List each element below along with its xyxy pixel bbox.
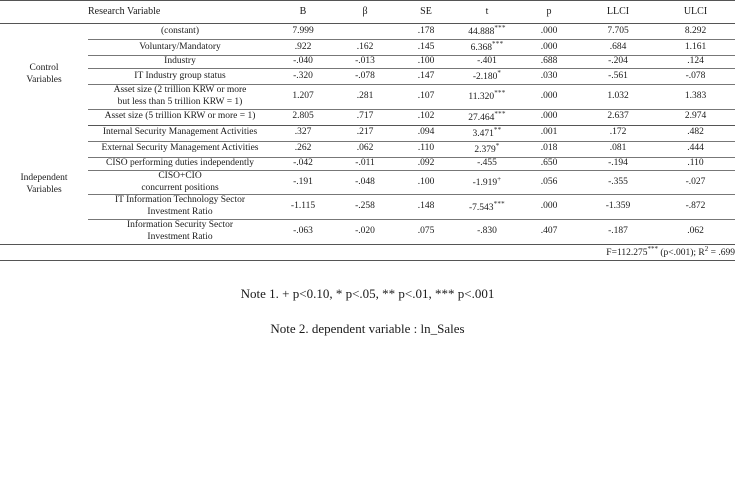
cell-p: .056 bbox=[518, 170, 580, 195]
cell-se: .107 bbox=[396, 84, 456, 109]
cell-p: .000 bbox=[518, 24, 580, 40]
header-group-spacer bbox=[0, 1, 88, 24]
cell-llci: 2.637 bbox=[580, 109, 656, 125]
table-body bbox=[0, 24, 735, 245]
row-group-label-line2: Variables bbox=[26, 74, 62, 85]
table-row bbox=[0, 125, 735, 141]
cell-llci: -.355 bbox=[580, 170, 656, 195]
cell-llci: 1.032 bbox=[580, 84, 656, 109]
table-footer bbox=[0, 244, 735, 260]
variable-name-line1: External Security Management Activities bbox=[101, 143, 259, 154]
cell-se: .110 bbox=[396, 141, 456, 157]
cell-ulci: .062 bbox=[656, 220, 735, 245]
cell-ulci: .482 bbox=[656, 125, 735, 141]
variable-name-line1: Internal Security Management Activities bbox=[102, 127, 258, 138]
table-row bbox=[0, 141, 735, 157]
table-row bbox=[0, 68, 735, 84]
cell-se: .102 bbox=[396, 109, 456, 125]
cell-ulci: .110 bbox=[656, 157, 735, 170]
table-header bbox=[0, 1, 735, 24]
cell-beta: .717 bbox=[334, 109, 396, 125]
row-group-label-line1: Independent bbox=[20, 172, 68, 183]
cell-b: -.063 bbox=[272, 220, 334, 245]
cell-p: .000 bbox=[518, 84, 580, 109]
header-row bbox=[0, 1, 735, 24]
cell-beta: -.020 bbox=[334, 220, 396, 245]
table-row bbox=[0, 24, 735, 40]
cell-ulci: -.027 bbox=[656, 170, 735, 195]
cell-p: .650 bbox=[518, 157, 580, 170]
row-group-label-line2: Variables bbox=[26, 184, 62, 195]
cell-p: .000 bbox=[518, 109, 580, 125]
table-row bbox=[0, 84, 735, 109]
variable-name-line1: CISO+CIO bbox=[158, 170, 202, 181]
variable-name-cell bbox=[88, 125, 272, 141]
variable-name-line1: IT Information Technology Sector bbox=[114, 195, 246, 206]
cell-beta: -.048 bbox=[334, 170, 396, 195]
cell-se: .145 bbox=[396, 40, 456, 56]
cell-p: .000 bbox=[518, 40, 580, 56]
variable-name-line2: Investment Ratio bbox=[147, 207, 213, 218]
significance-marker: * bbox=[495, 141, 500, 150]
significance-marker: *** bbox=[493, 199, 505, 208]
cell-b: 2.805 bbox=[272, 109, 334, 125]
significance-marker: *** bbox=[494, 24, 506, 32]
variable-name-line1: Voluntary/Mandatory bbox=[139, 41, 221, 52]
r-squared-exponent: 2 bbox=[704, 244, 709, 253]
significance-marker: * bbox=[497, 68, 502, 77]
cell-beta: .217 bbox=[334, 125, 396, 141]
variable-name-cell bbox=[88, 195, 272, 220]
cell-ulci: 1.383 bbox=[656, 84, 735, 109]
variable-name-line1: CISO performing duties independently bbox=[105, 157, 254, 168]
table-row bbox=[0, 220, 735, 245]
variable-name-line1: Information Security Sector bbox=[126, 220, 234, 231]
variable-name-cell bbox=[88, 109, 272, 125]
cell-llci: -.204 bbox=[580, 56, 656, 69]
cell-b: 1.207 bbox=[272, 84, 334, 109]
cell-t: 11.320*** bbox=[456, 84, 518, 109]
variable-name-cell bbox=[88, 68, 272, 84]
cell-b: .327 bbox=[272, 125, 334, 141]
cell-b: -.042 bbox=[272, 157, 334, 170]
model-p-text: (p<.001); R bbox=[657, 248, 705, 259]
cell-se: .075 bbox=[396, 220, 456, 245]
cell-p: .001 bbox=[518, 125, 580, 141]
variable-name-line2: Investment Ratio bbox=[147, 232, 213, 243]
r-squared-value: = .699 bbox=[708, 248, 735, 259]
table-row bbox=[0, 40, 735, 56]
header-ulci: ULCI bbox=[656, 1, 735, 24]
cell-beta: .162 bbox=[334, 40, 396, 56]
table-row bbox=[0, 195, 735, 220]
header-research-variable: Research Variable bbox=[88, 1, 272, 24]
variable-name-line1: IT Industry group status bbox=[134, 70, 226, 81]
variable-name-line1: Asset size (5 trillion KRW or more = 1) bbox=[104, 111, 256, 122]
cell-t: 44.888*** bbox=[456, 24, 518, 40]
cell-t: -1.919+ bbox=[456, 170, 518, 195]
significance-marker: *** bbox=[494, 109, 506, 118]
cell-llci: .081 bbox=[580, 141, 656, 157]
variable-name-line2: but less than 5 trillion KRW = 1) bbox=[117, 96, 243, 107]
header-llci: LLCI bbox=[580, 1, 656, 24]
cell-b: .262 bbox=[272, 141, 334, 157]
cell-se: .148 bbox=[396, 195, 456, 220]
f-significance: *** bbox=[647, 244, 658, 253]
cell-beta: -.011 bbox=[334, 157, 396, 170]
cell-t: 3.471** bbox=[456, 125, 518, 141]
header-beta: β bbox=[334, 1, 396, 24]
cell-ulci: 8.292 bbox=[656, 24, 735, 40]
table-row bbox=[0, 170, 735, 195]
cell-llci: 7.705 bbox=[580, 24, 656, 40]
cell-se: .100 bbox=[396, 56, 456, 69]
note-significance-levels: Note 1. + p<0.10, * p<.05, ** p<.01, *** p<.001 bbox=[240, 285, 495, 301]
cell-ulci: -.078 bbox=[656, 68, 735, 84]
cell-b: -1.115 bbox=[272, 195, 334, 220]
cell-p: .407 bbox=[518, 220, 580, 245]
cell-se: .092 bbox=[396, 157, 456, 170]
variable-name-cell bbox=[88, 24, 272, 40]
variable-name-cell bbox=[88, 40, 272, 56]
cell-t: -7.543*** bbox=[456, 195, 518, 220]
cell-llci: -.561 bbox=[580, 68, 656, 84]
cell-p: .030 bbox=[518, 68, 580, 84]
variable-name-cell bbox=[88, 141, 272, 157]
variable-name-line1: Industry bbox=[164, 56, 196, 67]
cell-b: -.040 bbox=[272, 56, 334, 69]
cell-ulci: 1.161 bbox=[656, 40, 735, 56]
header-p: p bbox=[518, 1, 580, 24]
cell-ulci: 2.974 bbox=[656, 109, 735, 125]
cell-t: 2.379* bbox=[456, 141, 518, 157]
row-group-label bbox=[0, 24, 88, 126]
header-t: t bbox=[456, 1, 518, 24]
variable-name-line1: (constant) bbox=[161, 25, 199, 36]
cell-llci: .172 bbox=[580, 125, 656, 141]
significance-marker: + bbox=[497, 175, 502, 184]
cell-se: .178 bbox=[396, 24, 456, 40]
note-dependent-variable: Note 2. dependent variable : ln_Sales bbox=[270, 321, 465, 337]
cell-t: 27.464*** bbox=[456, 109, 518, 125]
cell-se: .100 bbox=[396, 170, 456, 195]
variable-name-cell bbox=[88, 220, 272, 245]
table-row bbox=[0, 109, 735, 125]
significance-marker: *** bbox=[494, 89, 506, 98]
variable-name-cell bbox=[88, 170, 272, 195]
variable-name-cell bbox=[88, 157, 272, 170]
cell-t: 6.368*** bbox=[456, 40, 518, 56]
variable-name-line2: concurrent positions bbox=[141, 182, 219, 193]
cell-beta: .062 bbox=[334, 141, 396, 157]
cell-beta bbox=[334, 24, 396, 40]
model-stats-row bbox=[0, 244, 735, 260]
cell-beta: -.078 bbox=[334, 68, 396, 84]
cell-se: .147 bbox=[396, 68, 456, 84]
cell-p: .000 bbox=[518, 195, 580, 220]
variable-name-line1: Asset size (2 trillion KRW or more bbox=[113, 84, 247, 95]
cell-beta: .281 bbox=[334, 84, 396, 109]
cell-b: -.191 bbox=[272, 170, 334, 195]
cell-t: -.455 bbox=[456, 157, 518, 170]
table-notes bbox=[0, 287, 735, 337]
cell-p: .018 bbox=[518, 141, 580, 157]
significance-marker: ** bbox=[493, 125, 502, 134]
cell-ulci: .444 bbox=[656, 141, 735, 157]
cell-b: .922 bbox=[272, 40, 334, 56]
cell-llci: -1.359 bbox=[580, 195, 656, 220]
model-stats bbox=[0, 244, 735, 260]
cell-llci: .684 bbox=[580, 40, 656, 56]
cell-se: .094 bbox=[396, 125, 456, 141]
header-se: SE bbox=[396, 1, 456, 24]
f-statistic-label: F=112.275 bbox=[606, 248, 648, 259]
cell-t: -.401 bbox=[456, 56, 518, 69]
significance-marker: *** bbox=[491, 40, 504, 49]
variable-name-cell bbox=[88, 84, 272, 109]
cell-t: -.830 bbox=[456, 220, 518, 245]
table-row bbox=[0, 56, 735, 69]
cell-p: .688 bbox=[518, 56, 580, 69]
header-b: B bbox=[272, 1, 334, 24]
cell-ulci: -.872 bbox=[656, 195, 735, 220]
variable-name-cell bbox=[88, 56, 272, 69]
cell-b: -.320 bbox=[272, 68, 334, 84]
cell-beta: -.013 bbox=[334, 56, 396, 69]
cell-b: 7.999 bbox=[272, 24, 334, 40]
cell-llci: -.187 bbox=[580, 220, 656, 245]
row-group-label bbox=[0, 125, 88, 244]
cell-beta: -.258 bbox=[334, 195, 396, 220]
cell-ulci: .124 bbox=[656, 56, 735, 69]
cell-llci: -.194 bbox=[580, 157, 656, 170]
row-group-label-line1: Control bbox=[29, 62, 59, 73]
cell-t: -2.180* bbox=[456, 68, 518, 84]
table-row bbox=[0, 157, 735, 170]
